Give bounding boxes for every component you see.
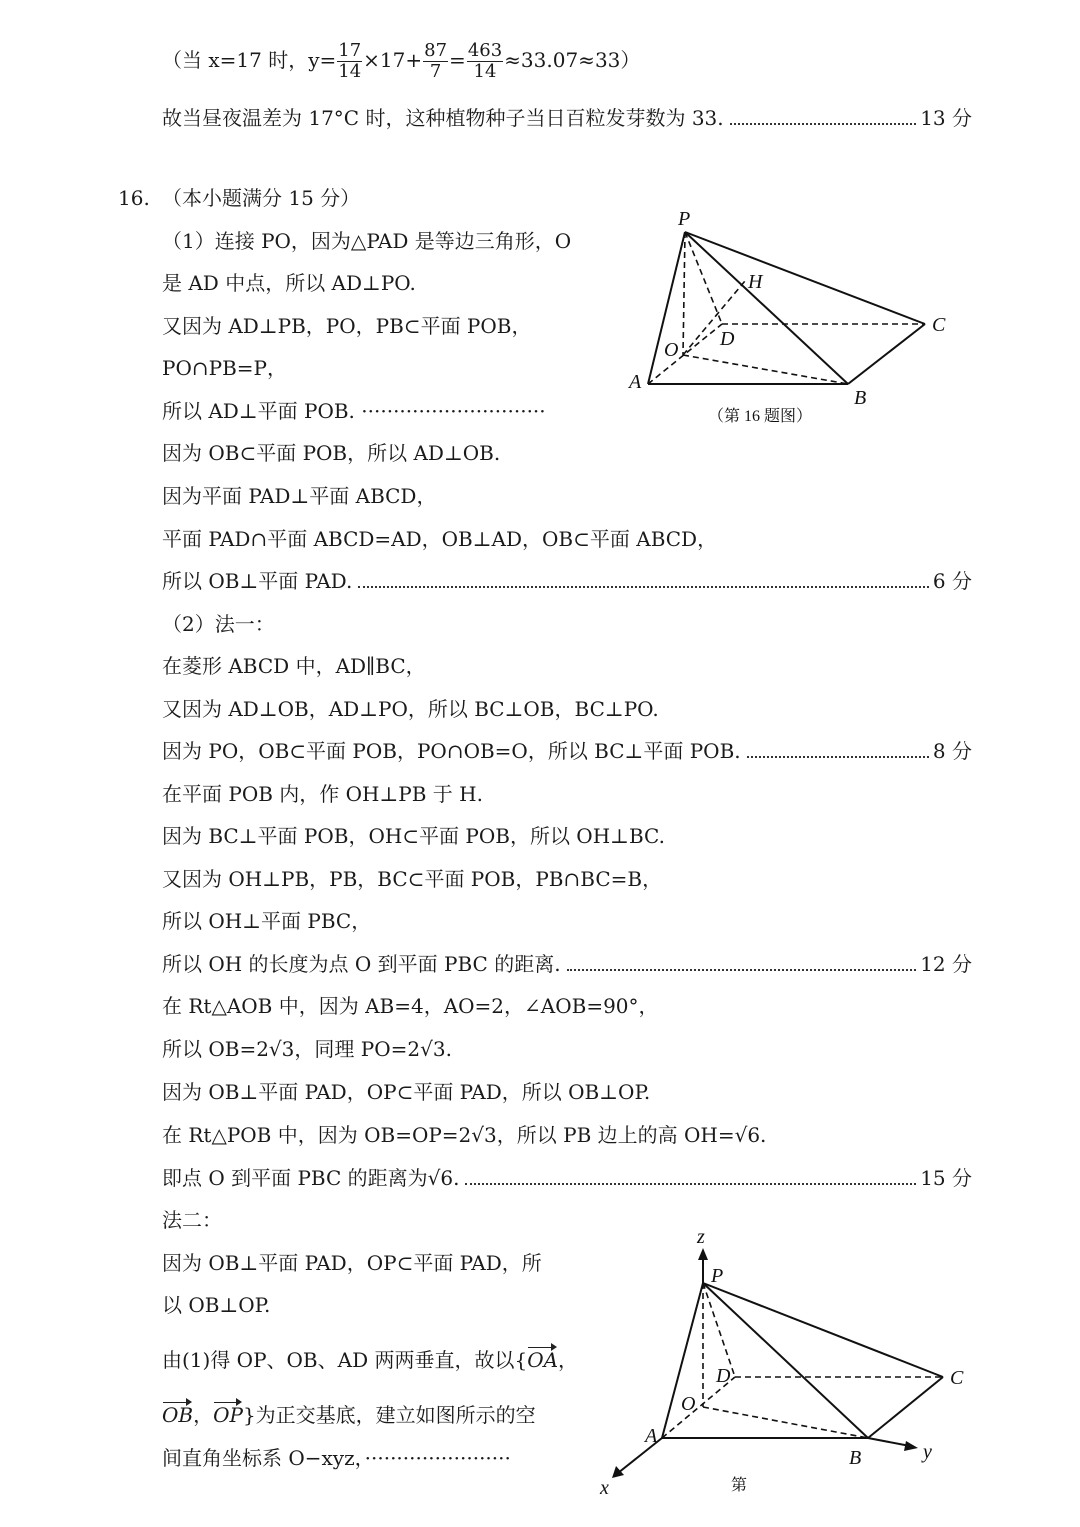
- text-line: （1）连接 PO，因为△PAD 是等边三角形，O: [162, 229, 572, 253]
- formula-line: （当 x=17 时，y= $\frac{17}{14}$ ×17+ $\frac{87}{7}$ = $\frac{463}{14}$ ≈33.07≈33）: [162, 40, 641, 82]
- edge-ob: [683, 355, 848, 384]
- scored-line: 所以 OH 的长度为点 O 到平面 PBC 的距离. 12 分: [162, 952, 972, 976]
- label-z: z: [697, 1226, 705, 1248]
- edge-oh: [683, 281, 745, 355]
- text-line: 因为 OB⊥平面 PAD，OP⊂平面 PAD，所: [162, 1251, 542, 1275]
- label-a: A: [645, 1425, 658, 1447]
- label-b: B: [854, 387, 867, 409]
- label-p: P: [711, 1265, 724, 1287]
- question-header: （本小题满分 15 分）: [162, 186, 361, 210]
- label-h: H: [748, 271, 763, 293]
- text-line: 在菱形 ABCD 中，AD∥BC，: [162, 654, 426, 678]
- edge-po: [683, 232, 685, 355]
- fraction: $\frac{463}{14}$: [467, 40, 503, 82]
- label-p: P: [678, 208, 691, 230]
- text-line: PO∩PB=P，: [162, 356, 287, 380]
- text-line: 所以 OH⊥平面 PBC，: [162, 909, 372, 933]
- part-heading: 法二：: [162, 1208, 222, 1232]
- figure-caption: （第 16 题图）: [708, 408, 813, 425]
- vector-op: OP: [213, 1403, 243, 1427]
- label-a: A: [629, 371, 642, 393]
- z-arrow-icon: [698, 1248, 708, 1260]
- scored-line: 故当昼夜温差为 17°C 时，这种植物种子当日百粒发芽数为 33. 13 分: [162, 106, 972, 130]
- fraction: $\frac{87}{7}$: [424, 40, 448, 82]
- scored-line: 因为 PO，OB⊂平面 POB，PO∩OB=O，所以 BC⊥平面 POB. 8 分: [162, 739, 972, 763]
- vector-oa: OA: [527, 1348, 559, 1372]
- label-c: C: [932, 314, 946, 336]
- text-line: 间直角坐标系 O−xyz，·······················: [162, 1446, 511, 1470]
- edge-pc: [685, 232, 925, 324]
- pyramid-figure-2: [618, 1256, 943, 1473]
- x-arrow-icon: [612, 1466, 624, 1478]
- edge-pd: [685, 232, 722, 324]
- text-line: 平面 PAD∩平面 ABCD=AD，OB⊥AD，OB⊂平面 ABCD，: [162, 527, 718, 551]
- text-line: 因为 OB⊂平面 POB，所以 AD⊥OB.: [162, 441, 501, 465]
- text-line: 因为 OB⊥平面 PAD，OP⊂平面 PAD，所以 OB⊥OP.: [162, 1080, 651, 1104]
- text-line: 是 AD 中点，所以 AD⊥PO.: [162, 271, 416, 295]
- edge-bc: [848, 324, 925, 384]
- text-line: 在 Rt△AOB 中，因为 AB=4，AO=2，∠AOB=90°，: [162, 994, 659, 1018]
- label-c: C: [950, 1367, 964, 1389]
- y-axis: [868, 1438, 910, 1446]
- part-heading: （2）法一：: [162, 612, 275, 636]
- y-arrow-icon: [904, 1441, 918, 1451]
- text-line: 又因为 AD⊥PB，PO，PB⊂平面 POB，: [162, 314, 532, 338]
- text-line: 因为平面 PAD⊥平面 ABCD，: [162, 484, 437, 508]
- text-line: 又因为 AD⊥OB，AD⊥PO，所以 BC⊥OB，BC⊥PO.: [162, 697, 659, 721]
- text-line: 以 OB⊥OP.: [162, 1293, 271, 1317]
- text-line: 由(1)得 OP、OB、AD 两两垂直，故以{OA，: [162, 1348, 579, 1372]
- label-b: B: [849, 1447, 862, 1469]
- text-line: 在平面 POB 内，作 OH⊥PB 于 H.: [162, 782, 483, 806]
- scored-line: 即点 O 到平面 PBC 的距离为√6. 15 分: [162, 1166, 972, 1190]
- question-number: 16.: [118, 186, 150, 210]
- label-o: O: [681, 1393, 696, 1415]
- fraction: $\frac{17}{14}$: [338, 40, 362, 82]
- text-line: 在 Rt△POB 中，因为 OB=OP=2√3，所以 PB 边上的高 OH=√6.: [162, 1123, 767, 1147]
- scored-line: 所以 OB⊥平面 PAD. 6 分: [162, 569, 972, 593]
- vector-ob: OB: [162, 1403, 194, 1427]
- text-line: 又因为 OH⊥PB，PB，BC⊂平面 POB，PB∩BC=B，: [162, 867, 663, 891]
- label-o: O: [664, 339, 679, 361]
- edge-pa: [648, 232, 685, 384]
- edge-ad: [648, 324, 722, 384]
- label-x: x: [600, 1477, 609, 1499]
- figure-caption: 第: [731, 1477, 748, 1494]
- label-y: y: [923, 1441, 932, 1463]
- text-line: 所以 AD⊥平面 POB. ·····························: [162, 399, 546, 423]
- label-d: D: [716, 1365, 731, 1387]
- edge-pb: [685, 232, 848, 384]
- text-line: OB，OP}为正交基底，建立如图所示的空: [162, 1403, 536, 1427]
- label-d: D: [720, 328, 735, 350]
- text-line: 所以 OB=2√3，同理 PO=2√3.: [162, 1037, 452, 1061]
- text-line: 因为 BC⊥平面 POB，OH⊂平面 POB，所以 OH⊥BC.: [162, 824, 665, 848]
